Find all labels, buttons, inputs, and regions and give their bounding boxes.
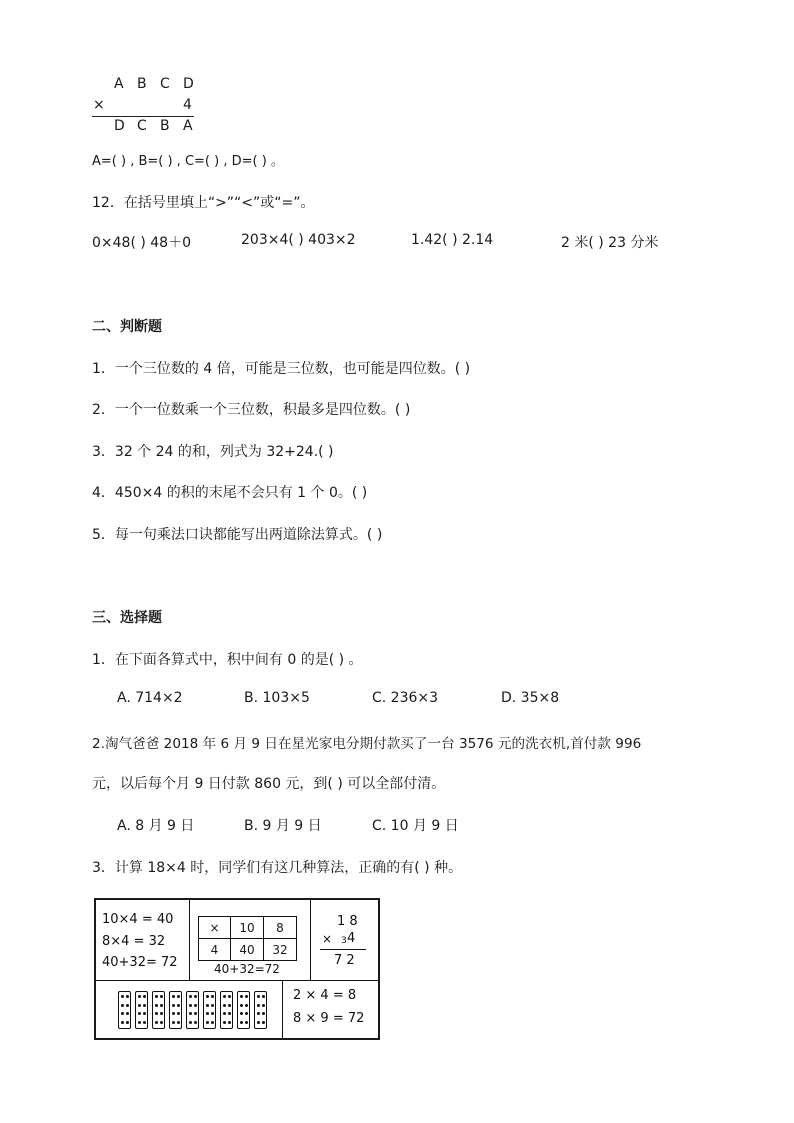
domino-dot [240,1004,243,1007]
choice-option: A. 714×2 [117,690,183,706]
table-cell: 4 [198,938,231,961]
vertical-op: × [322,932,333,946]
domino [135,991,148,1029]
q12-item: 0×48( ) 48＋0 [92,235,191,251]
domino-dot [262,1004,265,1007]
domino-dot [155,1012,158,1015]
section2-title: 二、判断题 [92,319,162,335]
domino-dot [262,1021,265,1024]
puzzle-digit: A [183,118,193,134]
domino-dot [126,1004,129,1007]
puzzle-digit: D [114,118,125,134]
domino [254,991,267,1029]
domino-group [118,991,278,1031]
domino-dot [138,1021,141,1024]
domino-dot [262,995,265,998]
domino-dot [189,1012,192,1015]
vertical-carry: 3 [341,936,347,946]
domino-dot [194,995,197,998]
domino-dot [160,1004,163,1007]
domino-dot [257,1012,260,1015]
domino-dot [143,995,146,998]
domino-dot [262,1012,265,1015]
table-sum: 40+32=72 [214,962,280,976]
domino-dot [211,1004,214,1007]
domino-dot [160,1021,163,1024]
choice-q2-line2: 元，以后每个月 9 日付款 860 元，到( ) 可以全部付清。 [92,776,446,792]
domino-dot [257,1021,260,1024]
domino-dot [189,1004,192,1007]
domino-dot [245,995,248,998]
judge-item: 1．一个三位数的 4 倍，可能是三位数，也可能是四位数。( ) [92,361,471,377]
table-cell: 40 [230,938,264,961]
choice-option: A. 8 月 9 日 [117,818,195,834]
puzzle-multiplier: 4 [183,97,192,113]
domino-dot [172,995,175,998]
domino-dot [121,995,124,998]
domino-dot [126,1012,129,1015]
domino-dot [211,995,214,998]
figure-divider [96,980,378,981]
domino-dot [228,1004,231,1007]
domino-dot [172,1021,175,1024]
q12-item: 1.42( ) 2.14 [411,232,494,248]
domino-dot [240,995,243,998]
domino-dot [121,1021,124,1024]
choice-option: B. 103×5 [244,690,310,706]
domino-dot [228,1021,231,1024]
method4-line: 8 × 9 = 72 [293,1011,365,1026]
q12-item: 203×4( ) 403×2 [241,232,356,248]
domino-dot [143,1021,146,1024]
domino [169,991,182,1029]
domino-dot [172,1012,175,1015]
vertical-mult: 4 [347,931,356,946]
table-cell: 8 [263,916,297,939]
domino [203,991,216,1029]
domino-dot [223,995,226,998]
domino-dot [211,1021,214,1024]
puzzle-rule [92,116,194,117]
domino [118,991,131,1029]
domino-dot [206,1021,209,1024]
judge-item: 2．一个一位数乘一个三位数，积最多是四位数。( ) [92,402,411,418]
method4-line: 2 × 4 = 8 [293,988,357,1003]
choice-q1-stem: 1．在下面各算式中，积中间有 0 的是( ) 。 [92,652,363,668]
choice-option: C. 236×3 [372,690,439,706]
puzzle-digit: B [160,118,170,134]
domino-dot [194,1004,197,1007]
domino [237,991,250,1029]
domino-dot [126,1021,129,1024]
figure-divider [310,900,311,980]
section3-title: 三、选择题 [92,610,162,626]
domino-dot [223,1004,226,1007]
table-cell: 10 [230,916,264,939]
domino-dot [194,1021,197,1024]
domino-dot [211,1012,214,1015]
choice-q2-line1: 2.淘气爸爸 2018 年 6 月 9 日在星光家电分期付款买了一台 3576 元的洗衣机,首付款 996 [92,736,642,752]
domino [186,991,199,1029]
puzzle-row1 [114,76,197,92]
vertical-rule [320,949,366,950]
domino-dot [189,1021,192,1024]
figure-divider [282,980,283,1038]
table-cell: 32 [263,938,297,961]
domino-dot [177,1021,180,1024]
method1-line: 8×4 = 32 [102,934,166,949]
domino-dot [160,1012,163,1015]
domino-dot [126,995,129,998]
choice-option: D. 35×8 [501,690,560,706]
domino-dot [155,1021,158,1024]
domino-dot [138,1004,141,1007]
domino-dot [194,1012,197,1015]
domino-dot [240,1021,243,1024]
domino-dot [160,995,163,998]
domino-dot [206,1012,209,1015]
puzzle-answer: A=( ) , B=( ) , C=( ) , D=( ) 。 [92,154,284,169]
judge-item: 5．每一句乘法口诀都能写出两道除法算式。( ) [92,527,383,543]
domino-dot [177,1012,180,1015]
domino-dot [245,1021,248,1024]
method1-line: 40+32= 72 [102,955,178,970]
domino-dot [240,1012,243,1015]
domino-dot [206,995,209,998]
puzzle-digit: C [160,76,170,92]
table-cell: × [198,916,231,939]
domino-dot [143,1012,146,1015]
domino-dot [245,1012,248,1015]
q12-title: 12．在括号里填上“>”“<”或“=”。 [92,195,315,211]
domino-dot [121,1012,124,1015]
domino-dot [138,1012,141,1015]
domino-dot [257,995,260,998]
domino-dot [143,1004,146,1007]
puzzle-digit: D [183,76,194,92]
puzzle-row3 [114,118,197,134]
vertical-result: 7 2 [334,953,355,968]
figure-divider [189,900,190,980]
domino-dot [206,1004,209,1007]
q12-item: 2 米( ) 23 分米 [561,235,659,251]
judge-item: 3．32 个 24 的和，列式为 32+24.( ) [92,444,334,460]
domino-dot [228,995,231,998]
choice-option: C. 10 月 9 日 [372,818,459,834]
domino-dot [138,995,141,998]
domino-dot [223,1012,226,1015]
puzzle-digit: A [114,76,124,92]
method1-line: 10×4 = 40 [102,912,174,927]
domino-dot [155,995,158,998]
domino-dot [189,995,192,998]
calculation-methods-figure [94,898,380,1040]
domino-dot [245,1004,248,1007]
puzzle-digit: B [137,76,147,92]
domino [220,991,233,1029]
puzzle-digit: C [137,118,147,134]
domino-dot [228,1012,231,1015]
domino-dot [155,1004,158,1007]
choice-option: B. 9 月 9 日 [244,818,322,834]
judge-item: 4．450×4 的积的末尾不会只有 1 个 0。( ) [92,485,368,501]
domino-dot [121,1004,124,1007]
domino-dot [172,1004,175,1007]
puzzle-operator: × [93,97,105,113]
vertical-top: 1 8 [337,914,358,929]
domino-dot [177,1004,180,1007]
domino [152,991,165,1029]
choice-q3-stem: 3．计算 18×4 时，同学们有这几种算法，正确的有( ) 种。 [92,860,463,876]
domino-dot [177,995,180,998]
domino-dot [223,1021,226,1024]
domino-dot [257,1004,260,1007]
